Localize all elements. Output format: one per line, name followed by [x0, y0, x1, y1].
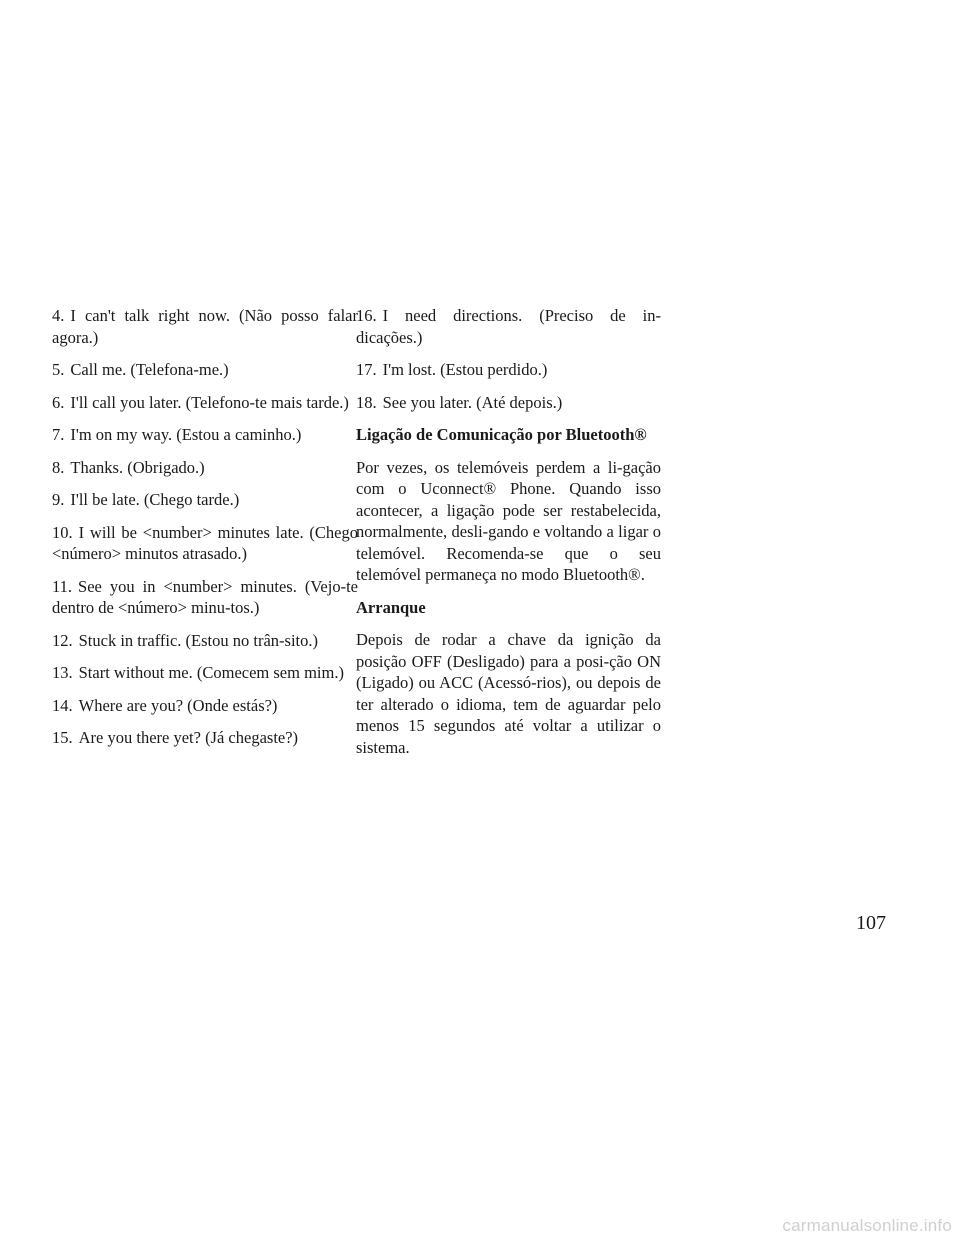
list-item: 11. See you in <number> minutes. (Vejo-te dentro de <número> minu-tos.)	[52, 576, 358, 617]
left-column	[52, 305, 358, 760]
list-item: 14. Where are you? (Onde estás?)	[52, 695, 278, 715]
section-body-bluetooth: Por vezes, os telemóveis perdem a li-gação com o Uconnect® Phone. Quando isso acontecer, a ligação pode ser restabelecida, normalmente, desli-gando e voltando a ligar o telemóvel. Recomenda-se que o seu telemóvel permaneça no modo Bluetooth®.	[356, 457, 661, 584]
section-heading-bluetooth: Ligação de Comunicação por Bluetooth®	[356, 425, 647, 444]
list-item: 6. I'll call you later. (Telefono-te mais tarde.)	[52, 392, 349, 412]
list-item: 5. Call me. (Telefona-me.)	[52, 360, 229, 379]
watermark-text: carmanualsonline.info	[782, 1216, 952, 1235]
section-body-arranque: Depois de rodar a chave da ignição da posição OFF (Desligado) para a posi-ção ON (Ligado) ou ACC (Acessó-rios), ou depois de ter alterado o idioma, tem de aguardar pelo menos 15 segundos até voltar a utilizar o sistema.	[356, 630, 661, 757]
list-item: 4. I can't talk right now. (Não posso falar agora.)	[52, 306, 358, 347]
list-item: 15. Are you there yet? (Já chegaste?)	[52, 728, 299, 747]
list-item: 10. I will be <number> minutes late. (Chego <número> minutos atrasado.)	[52, 522, 358, 563]
page-number: 107	[856, 912, 886, 934]
right-column	[356, 305, 661, 769]
list-item: 9. I'll be late. (Chego tarde.)	[52, 490, 240, 509]
list-item: 18. See you later. (Até depois.)	[356, 392, 563, 412]
list-item: 13. Start without me. (Comecem sem mim.)	[52, 663, 344, 682]
section-heading-arranque: Arranque	[356, 597, 426, 617]
list-item: 7. I'm on my way. (Estou a caminho.)	[52, 425, 302, 444]
list-item: 17. I'm lost. (Estou perdido.)	[356, 360, 548, 379]
list-item: 16. I need directions. (Preciso de in-dicações.)	[356, 306, 661, 347]
list-item: 12. Stuck in traffic. (Estou no trân-sito.)	[52, 630, 318, 650]
list-item: 8. Thanks. (Obrigado.)	[52, 457, 205, 477]
